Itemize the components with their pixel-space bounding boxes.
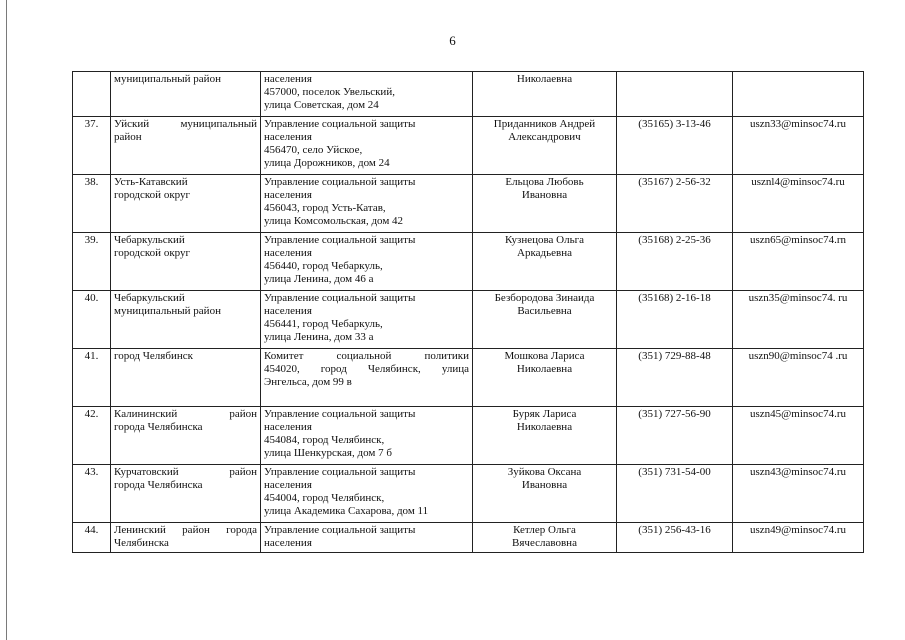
head-name-cell: Приданников Андрей Александрович — [473, 117, 617, 175]
phone-cell: (351) 731-54-00 — [617, 465, 733, 523]
table-row — [73, 175, 864, 233]
organization-cell: населения 457000, поселок Увельский, улица Советская, дом 24 — [261, 72, 473, 117]
organization-cell: Управление социальной защиты населения 456441, город Чебаркуль, улица Ленина, дом 33 а — [261, 291, 473, 349]
organization-line: Комитет социальной политики — [264, 350, 469, 362]
table-row — [73, 291, 864, 349]
email-cell[interactable]: uszn35@minsoc74. ru — [733, 291, 864, 349]
table-row — [73, 233, 864, 291]
phone-cell: (35168) 2-16-18 — [617, 291, 733, 349]
district-line: Ленинский район города — [114, 524, 257, 536]
table-row — [73, 349, 864, 407]
district-cell — [111, 465, 261, 523]
email-cell[interactable]: uszn90@minsoc74 .ru — [733, 349, 864, 407]
district-text: Чебаркульский городской округ — [114, 234, 191, 259]
district-cell — [111, 523, 261, 553]
email-cell[interactable]: uszn33@minsoc74.ru — [733, 117, 864, 175]
organization-line: Энгельса, дом 99 в — [264, 376, 352, 388]
email-cell[interactable]: usznl4@minsoc74.ru — [733, 175, 864, 233]
phone-cell: (35167) 2-56-32 — [617, 175, 733, 233]
head-name-cell: Николаевна — [473, 72, 617, 117]
phone-cell: (351) 729-88-48 — [617, 349, 733, 407]
organization-cell: Управление социальной защиты населения 454084, город Челябинск, улица Шенкурская, дом 7 б — [261, 407, 473, 465]
organization-cell: Управление социальной защиты населения 456470, село Уйское, улица Дорожников, дом 24 — [261, 117, 473, 175]
table-row — [73, 407, 864, 465]
district-line: Челябинска — [114, 537, 169, 549]
district-text: город Челябинск — [114, 350, 193, 362]
organization-line: 454020, город Челябинск, улица — [264, 363, 469, 375]
district-line: города Челябинска — [114, 421, 203, 433]
row-number: 40. — [73, 291, 111, 349]
table-row — [73, 117, 864, 175]
row-number: 37. — [73, 117, 111, 175]
page-number: 6 — [449, 33, 456, 48]
row-number: 44. — [73, 523, 111, 553]
district-cell — [111, 291, 261, 349]
head-name-cell: Безбородова Зинаида Васильевна — [473, 291, 617, 349]
phone-cell: (351) 256-43-16 — [617, 523, 733, 553]
district-cell — [111, 349, 261, 407]
head-name-cell: Мошкова Лариса Николаевна — [473, 349, 617, 407]
email-cell[interactable]: uszn45@minsoc74.ru — [733, 407, 864, 465]
district-cell — [111, 117, 261, 175]
district-text: муниципальный район — [114, 73, 221, 85]
organization-cell — [261, 349, 473, 407]
phone-cell: (351) 727-56-90 — [617, 407, 733, 465]
email-cell[interactable]: uszn43@minsoc74.ru — [733, 465, 864, 523]
email-cell[interactable]: uszn49@minsoc74.ru — [733, 523, 864, 553]
head-name-cell: Ельцова Любовь Ивановна — [473, 175, 617, 233]
district-cell — [111, 407, 261, 465]
phone-cell: (35165) 3-13-46 — [617, 117, 733, 175]
email-cell — [733, 72, 864, 117]
head-name-cell: Буряк Лариса Николаевна — [473, 407, 617, 465]
organization-cell: Управление социальной защиты населения 456440, город Чебаркуль, улица Ленина, дом 46 а — [261, 233, 473, 291]
row-number: 39. — [73, 233, 111, 291]
district-cell — [111, 175, 261, 233]
row-number: 43. — [73, 465, 111, 523]
table-row — [73, 465, 864, 523]
district-text: Усть-Катавский городской округ — [114, 176, 191, 201]
row-number: 38. — [73, 175, 111, 233]
phone-cell — [617, 72, 733, 117]
email-cell[interactable]: uszn65@minsoc74.rn — [733, 233, 864, 291]
table-row — [73, 523, 864, 553]
district-line: район — [114, 131, 142, 143]
organization-cell: Управление социальной защиты населения 454004, город Челябинск, улица Академика Сахарова, дом 11 — [261, 465, 473, 523]
social-protection-registry-table — [72, 71, 864, 553]
district-line: Калининский район — [114, 408, 257, 420]
head-name-cell: Зуйкова Оксана Ивановна — [473, 465, 617, 523]
row-number: 42. — [73, 407, 111, 465]
row-number: 41. — [73, 349, 111, 407]
district-cell — [111, 72, 261, 117]
organization-cell: Управление социальной защиты населения 456043, город Усть-Катав, улица Комсомольская, дом 42 — [261, 175, 473, 233]
district-cell — [111, 233, 261, 291]
row-number — [73, 72, 111, 117]
page-edge-line — [6, 0, 7, 640]
organization-cell: Управление социальной защиты населения — [261, 523, 473, 553]
head-name-cell: Кузнецова Ольга Аркадьевна — [473, 233, 617, 291]
head-name-cell: Кетлер Ольга Вячеславовна — [473, 523, 617, 553]
district-text: Чебаркульский муниципальный район — [114, 292, 221, 317]
district-line: Курчатовский район — [114, 466, 257, 478]
table-row — [73, 72, 864, 117]
district-line: города Челябинска — [114, 479, 203, 491]
district-line: Уйский муниципальный — [114, 118, 257, 130]
phone-cell: (35168) 2-25-36 — [617, 233, 733, 291]
